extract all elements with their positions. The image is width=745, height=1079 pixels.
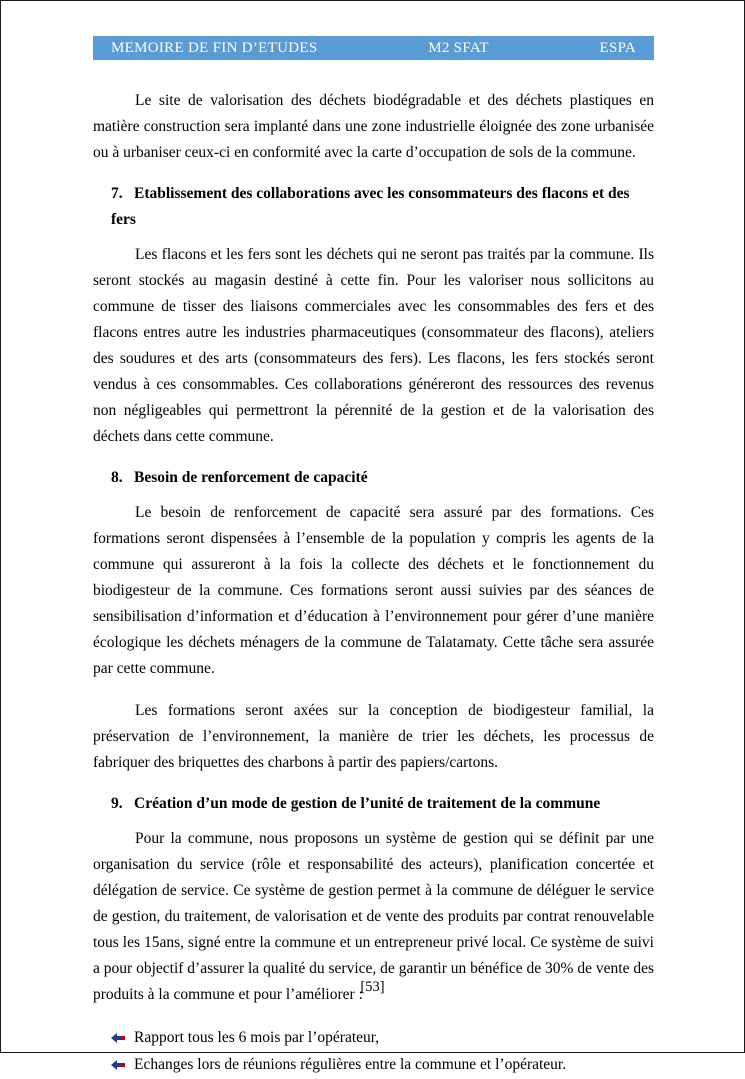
header-left-title: MEMOIRE DE FIN D’ETUDES: [111, 39, 318, 56]
header-right-title: ESPA: [599, 39, 636, 56]
section-title: Création d’un mode de gestion de l’unité de traitement de la commune: [134, 795, 601, 812]
paragraph-section-7: Les flacons et les fers sont les déchets qui ne seront pas traités par la commune. Ils seront stockés au magasin destiné à cette fin. Pour les valoriser nous sollicitons au commune de tisser des liaisons commerciales avec les consommables des fers et des flacons entres autre les industries pharmaceutiques (consommateur des flacons), ateliers des soudures et des arts (consommateurs des fers). Les flacons, les fers stockés seront vendus à ces consommables. Ces collaborations généreront des ressources des revenus non négligeables qui permettront la pérennité de la gestion et de la valorisation des déchets dans cette commune.: [93, 246, 654, 445]
paragraph-intro: Le site de valorisation des déchets biodégradable et des déchets plastiques en matière construction sera implanté dans une zone industrielle éloignée des zone urbanisée ou à urbaniser ceux-ci en conformité avec la carte d’occupation de sols de la commune.: [93, 92, 654, 161]
paragraph-section-8-2: Les formations seront axées sur la conception de biodigesteur familial, la préservation de l’environnement, la manière de trier les déchets, les processus de fabriquer des briquettes des charbons à partir des papiers/cartons.: [93, 702, 654, 771]
page-number: [53]: [360, 979, 385, 995]
document-body: [93, 88, 654, 1078]
section-number: 8.: [111, 469, 123, 486]
bullet-arrow-icon: [111, 1025, 125, 1052]
list-item: [111, 1051, 654, 1078]
list-item-text: Rapport tous les 6 mois par l’opérateur,: [134, 1029, 380, 1046]
section-heading-8: [111, 465, 654, 491]
paragraph-section-8-1: Le besoin de renforcement de capacité sera assuré par des formations. Ces formations seront dispensées à l’ensemble de la population y compris les agents de la commune qui assureront à la fois la collecte des déchets et le fonctionnement du biodigesteur de la commune. Ces formations seront aussi suivies par des séances de sensibilisation d’information et d’éducation à l’environnement pour gérer d’une manière écologique les déchets ménagers de la commune de Talatamaty. Cette tâche sera assurée par cette commune.: [93, 504, 654, 677]
section-number: 7.: [111, 185, 123, 202]
section-number: 9.: [111, 795, 123, 812]
section-title: Besoin de renforcement de capacité: [134, 469, 368, 486]
header-center-title: M2 SFAT: [428, 39, 489, 56]
section-heading-9: [111, 791, 654, 817]
page-header-bar: [93, 36, 654, 60]
bullet-list: [93, 1024, 654, 1078]
section-heading-7: [111, 181, 654, 233]
bullet-arrow-icon: [111, 1052, 125, 1079]
list-item-text: Echanges lors de réunions régulières entre la commune et l’opérateur.: [134, 1056, 567, 1073]
list-item: [111, 1024, 654, 1051]
paragraph-section-9: Pour la commune, nous proposons un système de gestion qui se définit par une organisation du service (rôle et responsabilité des acteurs), planification concertée et délégation de service. Ce système de gestion permet à la commune de déléguer le service de gestion, du traitement, de valorisation et de vente des produits par contrat renouvelable tous les 15ans, signé entre la commune et un entrepreneur privé local. Ce système de suivi a pour objectif d’assurer la qualité du service, de garantir un bénéfice de 30% de vente des produits à la commune et pour l’améliorer :: [93, 830, 654, 1003]
section-title: Etablissement des collaborations avec les consommateurs des flacons et des fers: [111, 185, 630, 228]
